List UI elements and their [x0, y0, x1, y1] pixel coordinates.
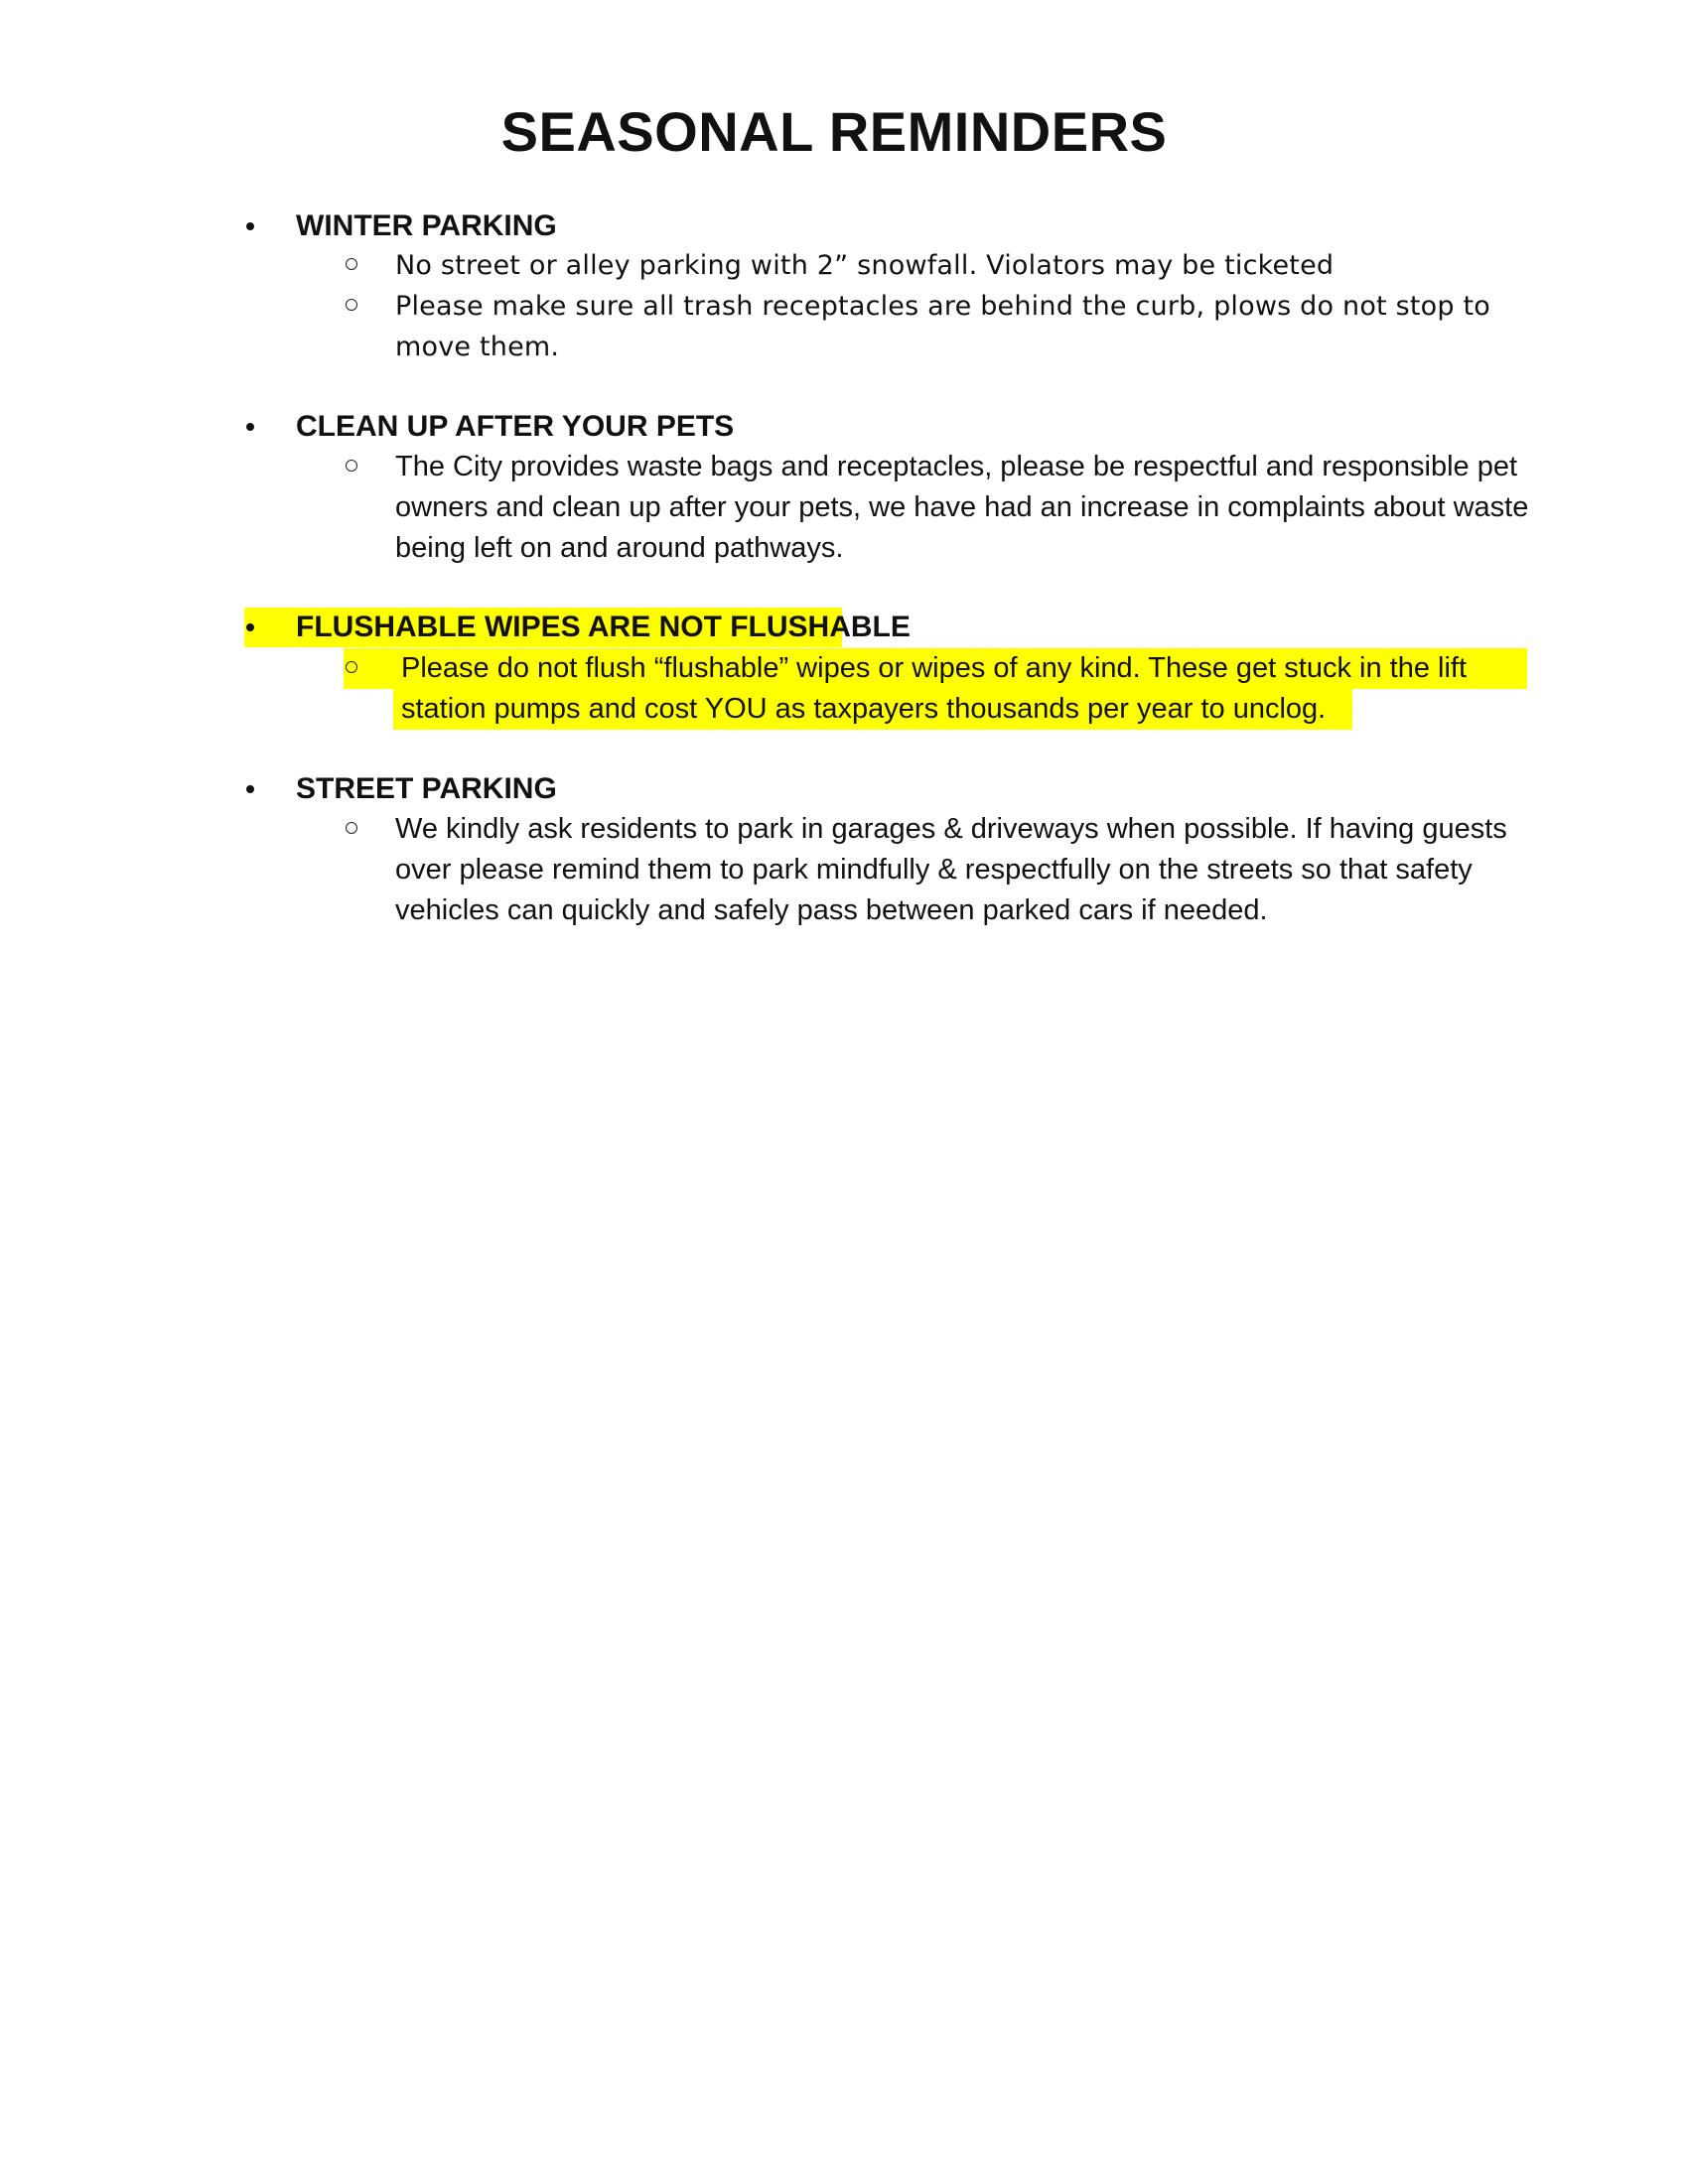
- list-item-text: Please do not flush “flushable” wipes or wipes of any kind. These get stuck in the lift station pumps and cost YOU as taxpayers thousands per year to unclog.: [401, 652, 1468, 725]
- circle-bullet-icon: [346, 822, 357, 834]
- circle-bullet-icon: [346, 661, 357, 673]
- list-item-text: The City provides waste bags and receptacles, please be respectful and responsible pet owners and clean up after your pets, we have had an increase in complaints about waste being left on and around pathways.: [395, 451, 1529, 564]
- section-heading: FLUSHABLE WIPES ARE NOT FLUSHABLE: [296, 611, 911, 643]
- list-item-text: We kindly ask residents to park in garages & driveways when possible. If having guests over please remind them to park mindfully & respectfully on the streets so that safety vehicles can quickly and safely pass between parked cars if needed.: [395, 813, 1507, 926]
- bullet-icon: [246, 623, 254, 631]
- circle-bullet-icon: [346, 460, 357, 472]
- list-item-text: Please make sure all trash receptacles are behind the curb, plows do not stop to move them.: [395, 291, 1491, 362]
- circle-bullet-icon: [346, 299, 357, 311]
- page-title-text: SEASONAL REMINDERS: [500, 100, 1168, 163]
- page-title: [0, 99, 1688, 164]
- list-item-text: No street or alley parking with 2” snowfall. Violators may be ticketed: [395, 250, 1335, 281]
- bullet-icon: [246, 222, 254, 230]
- bullet-icon: [246, 785, 254, 793]
- bullet-icon: [246, 423, 254, 431]
- section-heading: STREET PARKING: [296, 772, 557, 805]
- section-heading: CLEAN UP AFTER YOUR PETS: [296, 410, 735, 443]
- section-heading: WINTER PARKING: [296, 209, 557, 242]
- circle-bullet-icon: [346, 258, 357, 270]
